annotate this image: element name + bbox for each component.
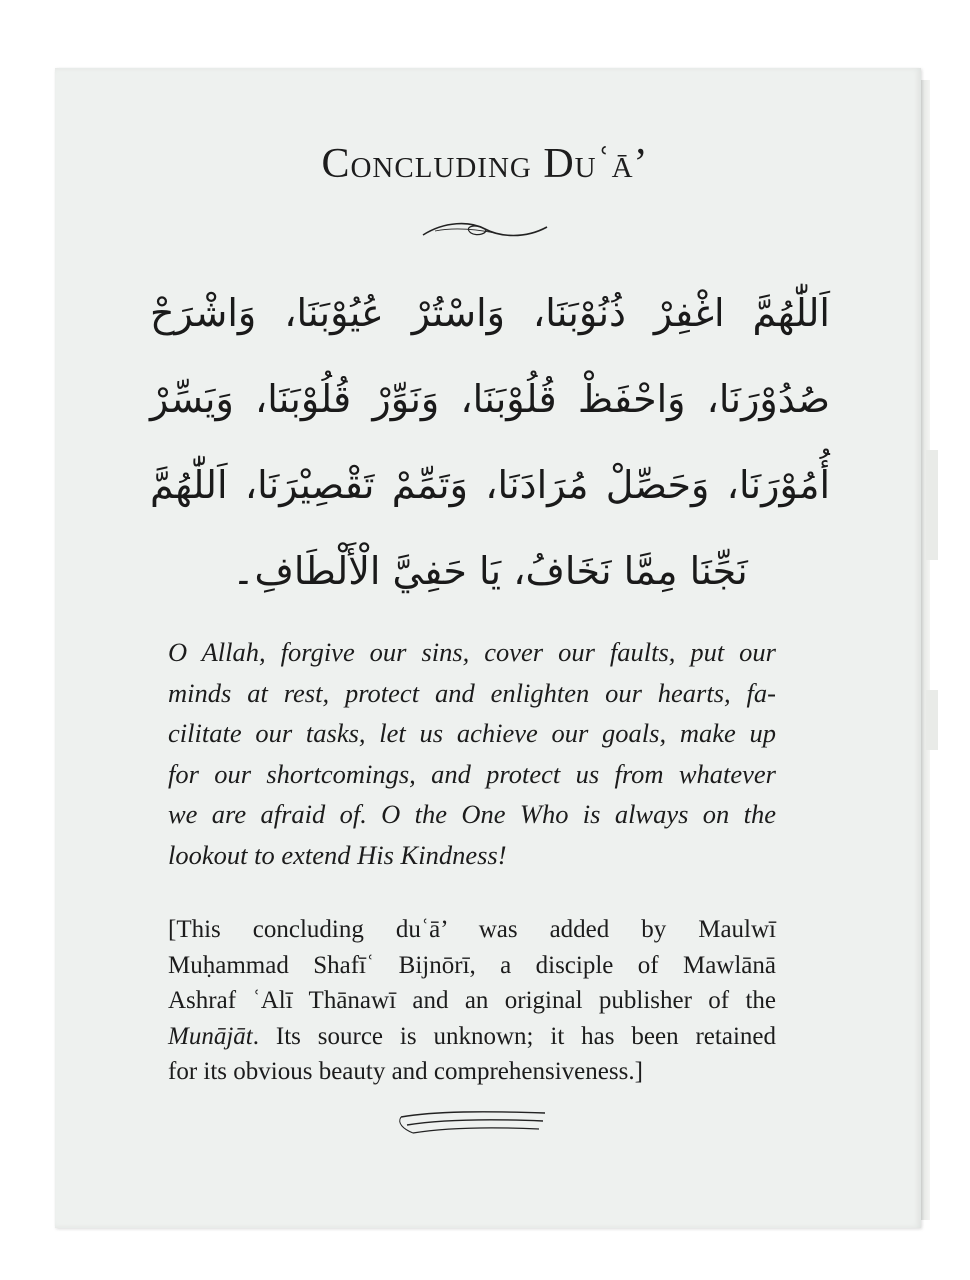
page-title: Concluding Duʿā’ [321, 141, 649, 187]
note-line: Ashraf ʿAlī Thānawī and an original publisher of the [168, 987, 776, 1014]
note-line: for its obvious beauty and comprehensiveness.] [168, 1058, 643, 1085]
page-edge-tab [926, 450, 938, 560]
translation-line: O Allah, forgive our sins, cover our faults, put our [168, 637, 776, 667]
page-edge-tab [926, 690, 938, 750]
translation-line: lookout to extend His Kindness! [168, 839, 507, 870]
translation-line: minds at rest, protect and enlighten our hearts, fa- [168, 677, 776, 708]
note-line: Muḥammad Shafīʿ Bijnōrī, a disciple of Mawlānā [168, 951, 776, 979]
arabic-dua-text: اَللّٰهُمَّ اغْفِرْ ذُنُوْبَنَا، وَاسْتُرْ عُيُوْبَنَا، وَاشْرَحْ صُدُوْرَنَا، وَاحْفَظْ قُلُوْبَنَا، وَنَوِّرْ قُلُوْبَنَا، وَيَسِّرْ أُمُوْرَنَا، وَحَصِّلْ مُرَادَنَا، وَتَمِّمْ تَقْصِيْرَنَا، اَللّٰهُمَّ نَجِّنَا مِمَّا نَخَافُ، يَا حَفِيَّ الْأَلْطَافِ۔ [150, 291, 830, 593]
translation-line: we are afraid of. O the One Who is always on the [168, 799, 776, 829]
munajat-title: Munājāt [168, 1022, 253, 1050]
translation-line: for our shortcomings, and protect us from whatever [168, 758, 776, 789]
flourish-ornament-bottom [395, 1103, 555, 1143]
translation-line: cilitate our tasks, let us achieve our goals, make up [168, 718, 776, 748]
note-line: [This concluding duʿā’ was added by Maulwī [168, 916, 776, 943]
note-line-rest: . Its source is unknown; it has been retained [252, 1022, 776, 1050]
english-translation [168, 632, 776, 875]
note-line [168, 1019, 776, 1055]
flourish-ornament-top [415, 215, 555, 245]
editorial-note [168, 912, 776, 1090]
